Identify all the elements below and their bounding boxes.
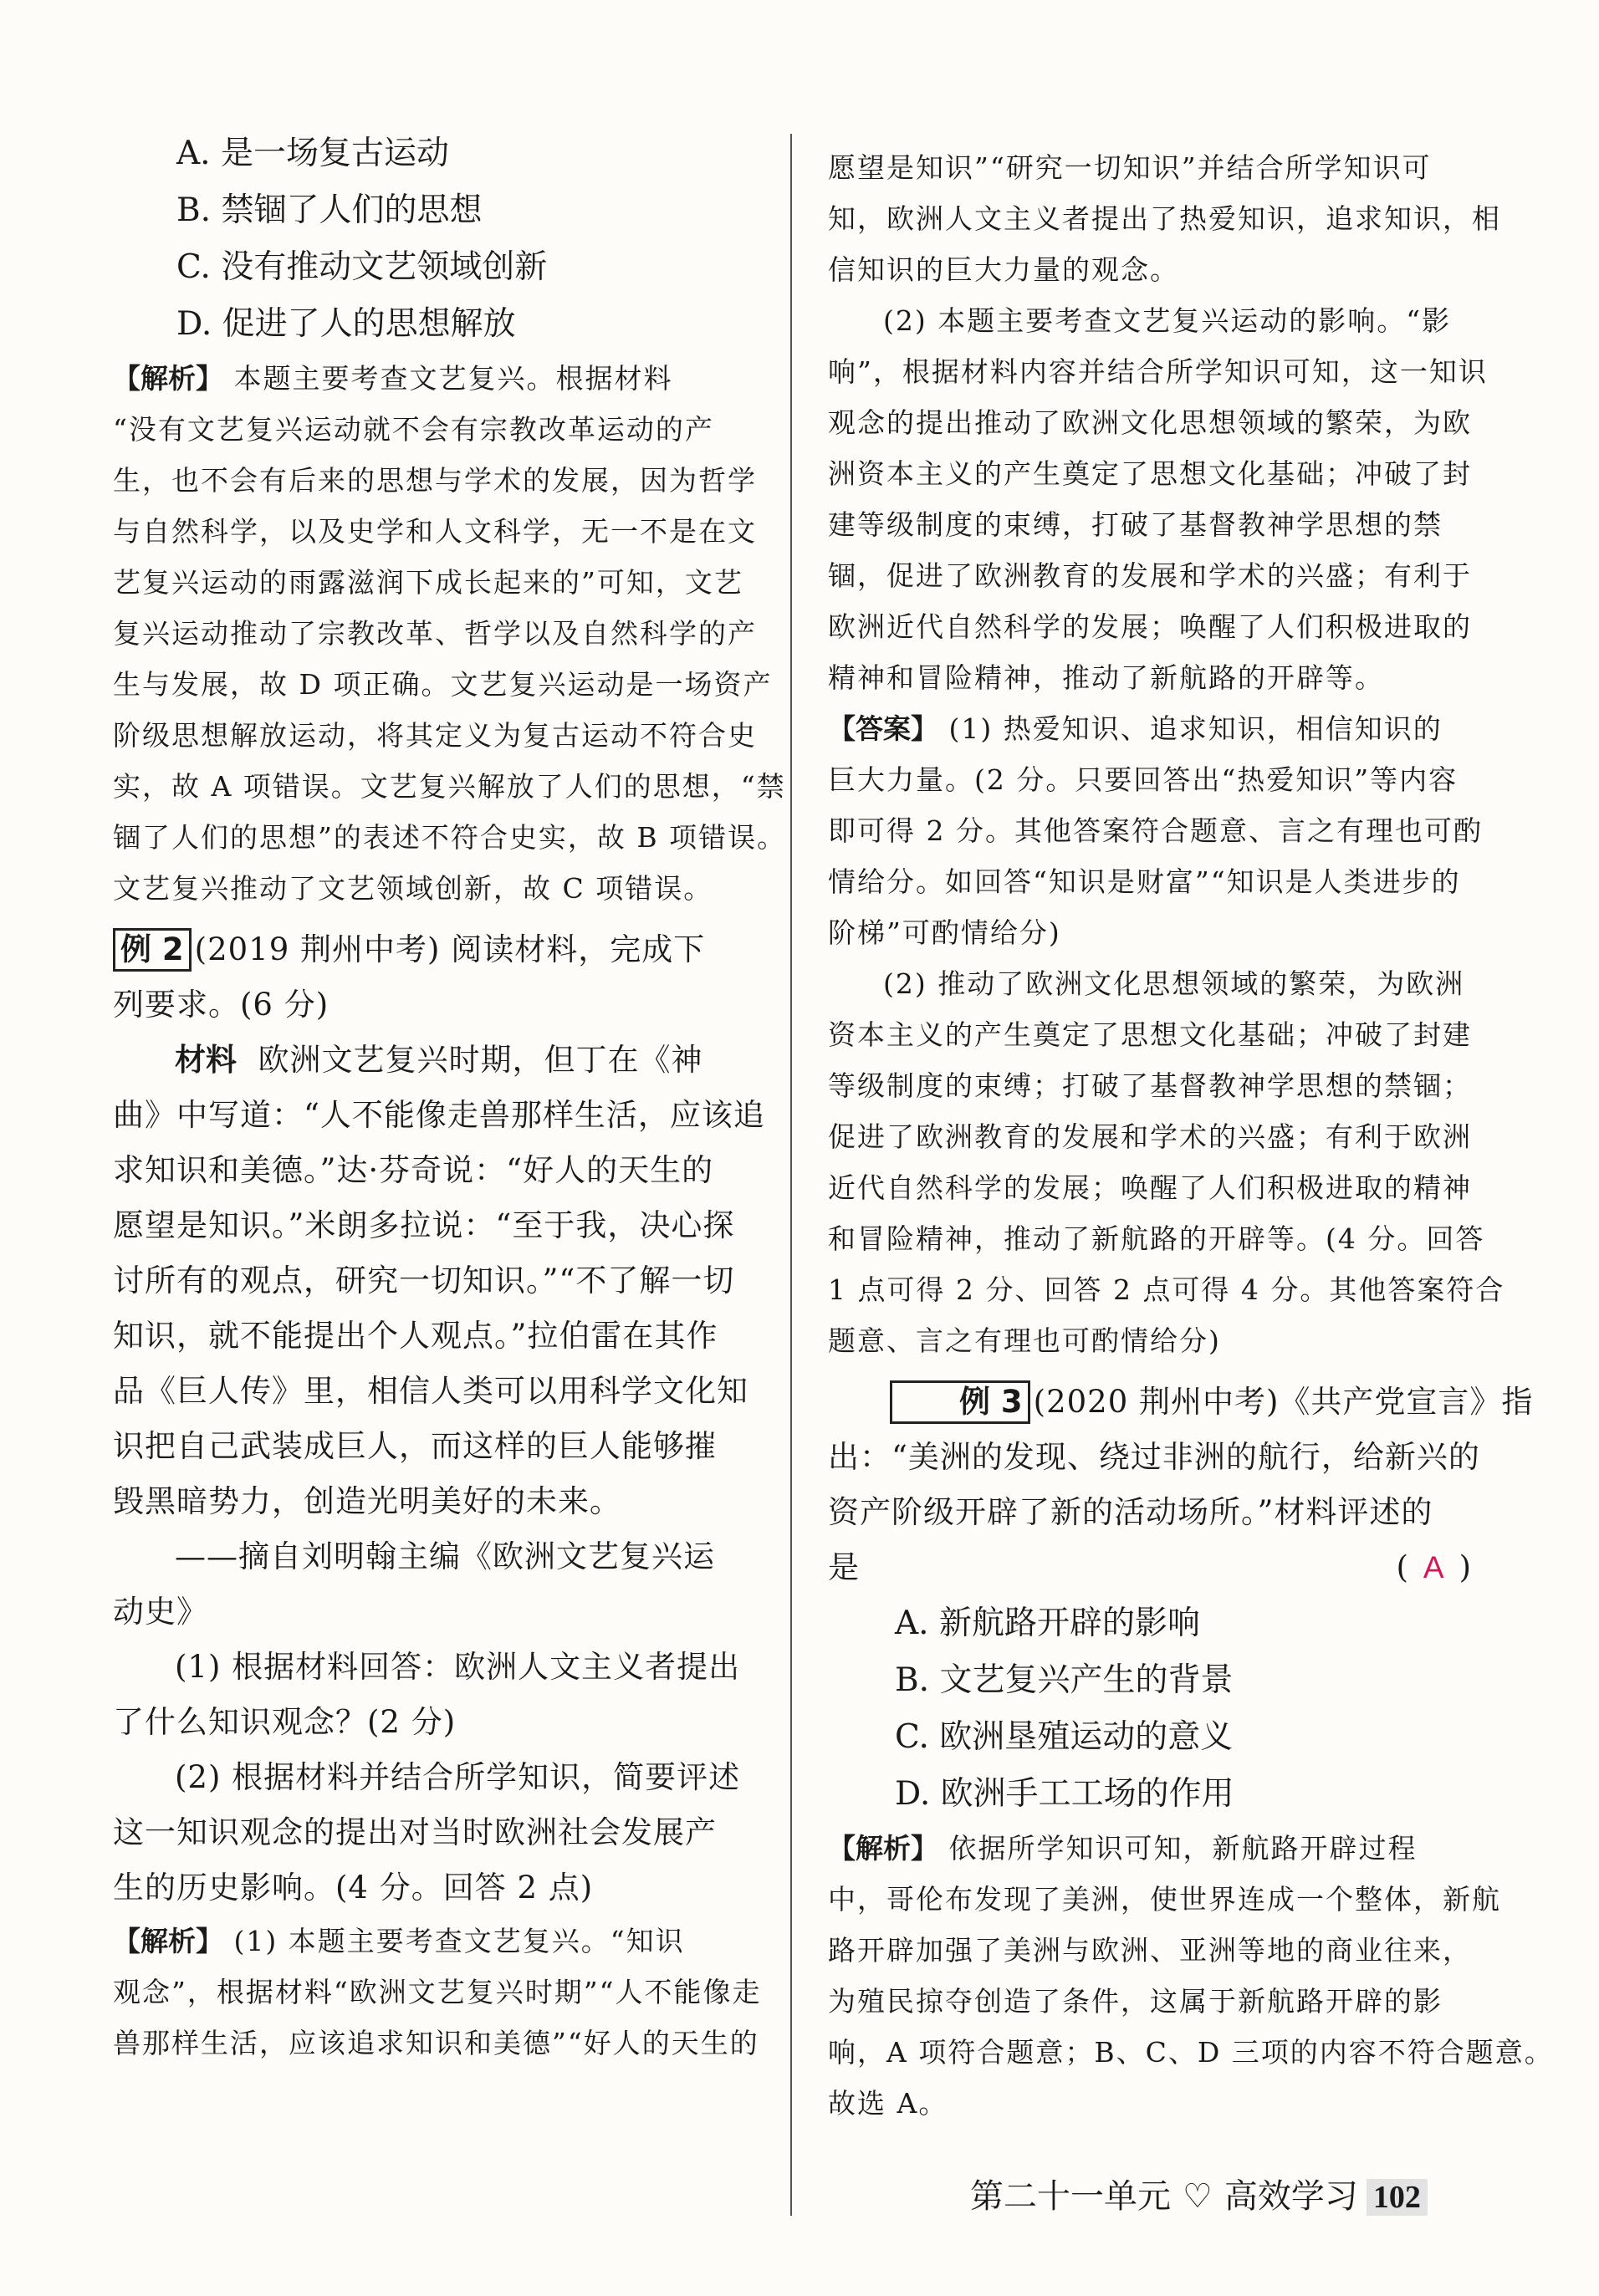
analysis-line: 故选 A。 [828, 2087, 948, 2120]
material-line: 曲》中写道：“人不能像走兽那样生活，应该追 [113, 1097, 765, 1133]
analysis-line: 观念”，根据材料“欧洲文艺复兴时期”“人不能像走 [113, 1976, 762, 2008]
example-3-last-line [828, 1540, 1476, 1595]
material-line: 品《巨人传》里，相信人类可以用科学文化知 [113, 1373, 748, 1409]
answer-line: 资本主义的产生奠定了思想文化基础；冲破了封建 [828, 1018, 1472, 1051]
question-1: 了什么知识观念？(2 分) [113, 1704, 457, 1740]
option-c: C. 欧洲垦殖运动的意义 [895, 1718, 1234, 1756]
option-d: D. 欧洲手工工场的作用 [895, 1775, 1234, 1813]
analysis-line: 为殖民掠夺创造了条件，这属于新航路开辟的影 [828, 1985, 1443, 2018]
analysis-line: 欧洲近代自然科学的发展；唤醒了人们积极进取的 [828, 610, 1472, 643]
option-b: B. 禁锢了人们的思想 [176, 191, 483, 229]
analysis-line: 复兴运动推动了宗教改革、哲学以及自然科学的产 [113, 617, 757, 650]
analysis-line: 锢了人们的思想”的表述不符合史实，故 B 项错误。 [113, 821, 787, 854]
option-a: A. 是一场复古运动 [176, 135, 449, 172]
analysis-line: 艺复兴运动的雨露滋润下成长起来的”可知，文艺 [113, 566, 743, 599]
analysis-line: 锢，促进了欧洲教育的发展和学术的兴盛；有利于 [828, 559, 1472, 592]
analysis-text: 依据所学知识可知，新航路开辟过程 [948, 1832, 1418, 1865]
question-2: 生的历史影响。(4 分。回答 2 点) [113, 1870, 594, 1906]
answer-line: 近代自然科学的发展；唤醒了人们积极进取的精神 [828, 1171, 1472, 1204]
example-2-requirement: 列要求。(6 分) [113, 987, 330, 1023]
analysis-1 [113, 353, 787, 914]
analysis-line: 观念的提出推动了欧洲文化思想领域的繁荣，为欧 [828, 406, 1472, 439]
analysis-line: 与自然科学，以及史学和人文科学，无一不是在文 [113, 515, 757, 548]
analysis-line: 响，A 项符合题意；B、C、D 三项的内容不符合题意。 [828, 2036, 1554, 2069]
example-3 [828, 1375, 1554, 2129]
analysis-line: 生，也不会有后来的思想与学术的发展，因为哲学 [113, 464, 757, 497]
page-number: 102 [1367, 2179, 1428, 2216]
answer-first-line [828, 703, 1476, 754]
analysis-line: 生与发展，故 D 项正确。文艺复兴运动是一场资产 [113, 668, 773, 701]
answer-line: 情给分。如回答“知识是财富”“知识是人类进步的 [828, 865, 1461, 898]
material-line: 求知识和美德。”达·芬奇说：“好人的天生的 [113, 1152, 714, 1188]
material-source: ——摘自刘明翰主编《欧洲文艺复兴运 [175, 1538, 715, 1574]
analysis-line: 中，哥伦布发现了美洲，使世界连成一个整体，新航 [828, 1883, 1501, 1916]
option-a: A. 新航路开辟的影响 [895, 1605, 1200, 1642]
book-title: 高效学习 [1224, 2177, 1358, 2216]
analysis-line: (2) 本题主要考查文艺复兴运动的影响。“影 [883, 304, 1452, 337]
material-text: 欧洲文艺复兴时期，但丁在《神 [258, 1042, 703, 1078]
answer-line: 即可得 2 分。其他答案符合题意、言之有理也可酌 [828, 814, 1483, 847]
analysis-3-first-line [828, 1823, 1476, 1874]
answer-line: 巨大力量。(2 分。只要回答出“热爱知识”等内容 [828, 763, 1459, 796]
answer-line: 促进了欧洲教育的发展和学术的兴盛；有利于欧洲 [828, 1120, 1472, 1153]
analysis-line: 文艺复兴推动了文艺领域创新，故 C 项错误。 [113, 872, 713, 905]
left-column [113, 125, 787, 2069]
answer-tag: 【答案】 [828, 712, 938, 745]
option-d: D. 促进了人的思想解放 [176, 305, 516, 343]
answer-paren-close: ) [1459, 1549, 1476, 1585]
answer-line: 阶梯”可酌情给分) [828, 916, 1061, 949]
answer-line: 1 点可得 2 分、回答 2 点可得 4 分。其他答案符合 [828, 1273, 1505, 1306]
analysis-tag: 【解析】 [113, 1925, 223, 1957]
analysis-line: 信知识的巨大力量的观念。 [828, 253, 1179, 286]
answer-line: 题意、言之有理也可酌情给分) [828, 1324, 1221, 1357]
analysis-2-first-line [113, 1916, 757, 1967]
example-3-label: 例 3 [890, 1380, 1030, 1424]
analysis-line: 精神和冒险精神，推动了新航路的开辟等。 [828, 661, 1384, 694]
analysis-line: 知，欧洲人文主义者提出了热爱知识，追求知识，相 [828, 202, 1501, 235]
material-line: 毁黑暗势力，创造光明美好的未来。 [113, 1483, 621, 1519]
example-2-label: 例 2 [113, 928, 192, 972]
right-column [828, 142, 1554, 2129]
analysis-line: 愿望是知识”“研究一切知识”并结合所学知识可 [828, 151, 1432, 184]
unit-title: 第二十一单元 [970, 2177, 1171, 2216]
analysis-tag: 【解析】 [113, 362, 223, 395]
analysis-text: 本题主要考查文艺复兴。根据材料 [233, 362, 673, 395]
material-line: 知识，就不能提出个人观点。”拉伯雷在其作 [113, 1318, 718, 1354]
answer-line: (2) 推动了欧洲文化思想领域的繁荣，为欧洲 [883, 967, 1465, 1000]
example-3-line: 资产阶级开辟了新的活动场所。”材料评述的 [828, 1494, 1433, 1530]
answer-text: (1) 热爱知识、追求知识，相信知识的 [948, 712, 1443, 745]
answer-letter: A [1423, 1550, 1449, 1584]
answer-block [828, 703, 1505, 1366]
option-c: C. 没有推动文艺领域创新 [176, 248, 548, 286]
example-3-heading [828, 1375, 1534, 1430]
question-2: 这一知识观念的提出对当时欧洲社会发展产 [113, 1814, 717, 1850]
analysis-line: 洲资本主义的产生奠定了思想文化基础；冲破了封 [828, 457, 1472, 490]
question-1: (1) 根据材料回答：欧洲人文主义者提出 [175, 1649, 741, 1685]
material-line: 识把自己武装成巨人，而这样的巨人能够摧 [113, 1428, 717, 1464]
analysis-tag: 【解析】 [828, 1832, 938, 1865]
analysis-line: 兽那样生活，应该追求知识和美德”“好人的天生的 [113, 2027, 759, 2059]
answer-line: 和冒险精神，推动了新航路的开辟等。(4 分。回答 [828, 1222, 1485, 1255]
example-3-line: 出：“美洲的发现、绕过非洲的航行，给新兴的 [828, 1439, 1480, 1475]
question-2: (2) 根据材料并结合所学知识，简要评述 [175, 1759, 741, 1795]
example-2 [113, 922, 765, 2069]
material-line: 讨所有的观点，研究一切知识。”“不了解一切 [113, 1263, 735, 1299]
analysis-1-first-line [113, 353, 757, 404]
analysis-line: 实，故 A 项错误。文艺复兴解放了人们的思想，“禁 [113, 770, 786, 803]
material-label: 材料 [175, 1042, 237, 1078]
answer-line: 等级制度的束缚；打破了基督教神学思想的禁锢； [828, 1069, 1472, 1102]
answer-paren-open: ( [1396, 1549, 1413, 1585]
example-3-tail: 是 [828, 1549, 860, 1585]
material-first-line [113, 1033, 757, 1088]
analysis-line: 阶级思想解放运动，将其定义为复古运动不符合史 [113, 719, 757, 752]
example-2-heading [113, 922, 757, 977]
heart-icon: ♡ [1183, 2177, 1213, 2216]
analysis-line: “没有文艺复兴运动就不会有宗教改革运动的产 [113, 413, 714, 446]
page-footer [970, 2170, 1428, 2217]
answer-slot [1396, 1540, 1476, 1595]
analysis-text: (1) 本题主要考查文艺复兴。“知识 [233, 1925, 685, 1957]
option-b: B. 文艺复兴产生的背景 [895, 1661, 1234, 1699]
example-3-source: (2020 荆州中考)《共产党宣言》指 [1033, 1384, 1534, 1420]
analysis-line: 路开辟加强了美洲与欧洲、亚洲等地的商业往来， [828, 1934, 1472, 1967]
example-2-source: (2019 荆州中考) 阅读材料，完成下 [194, 931, 706, 967]
analysis-line: 建等级制度的束缚，打破了基督教神学思想的禁 [828, 508, 1443, 541]
material-source: 动史》 [113, 1594, 208, 1630]
analysis-line: 响”，根据材料内容并结合所学知识可知，这一知识 [828, 355, 1488, 388]
material-line: 愿望是知识。”米朗多拉说：“至于我，决心探 [113, 1207, 735, 1243]
column-divider [790, 134, 792, 2216]
